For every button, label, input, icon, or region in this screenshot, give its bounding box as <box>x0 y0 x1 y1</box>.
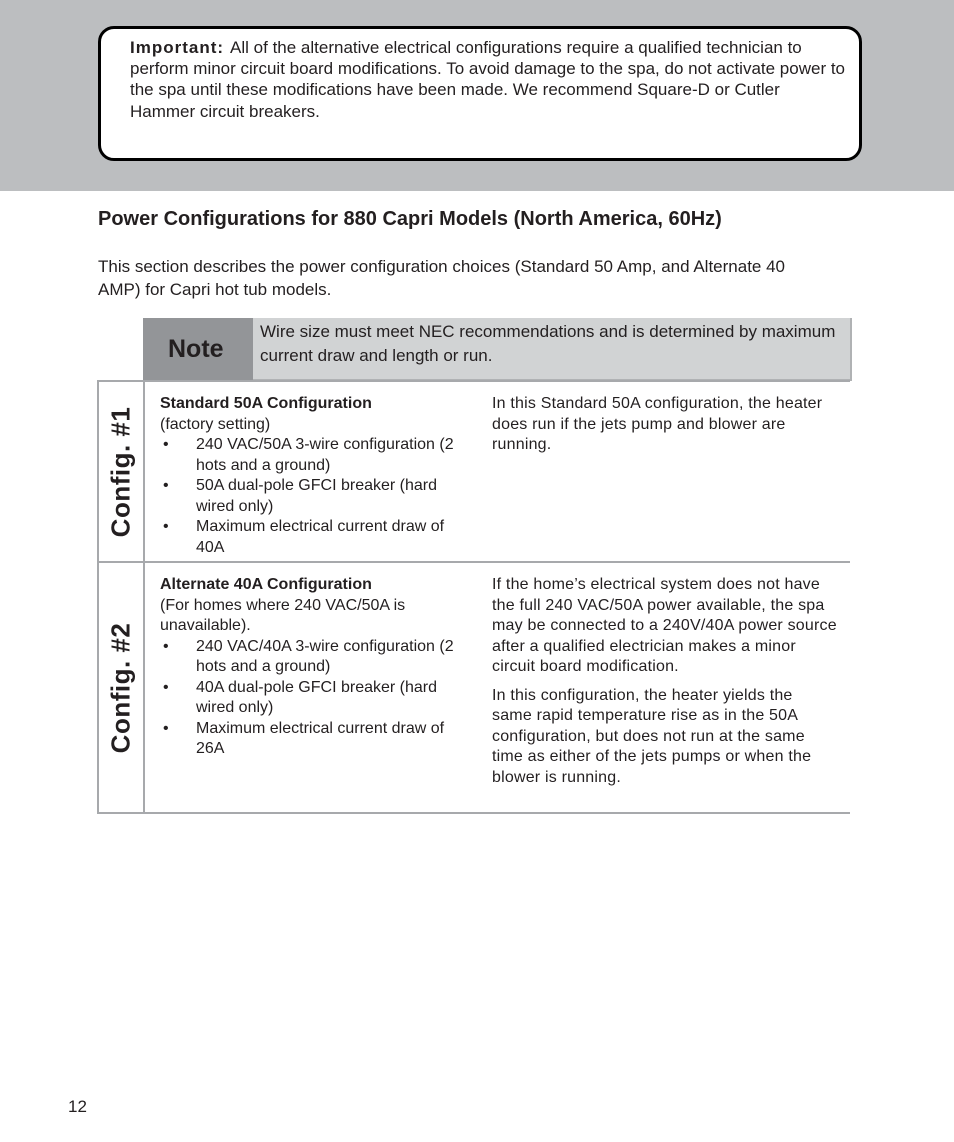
config-side-tab <box>99 563 145 812</box>
note-box <box>143 318 852 381</box>
note-label: Note <box>143 318 253 381</box>
config-row-2 <box>97 561 850 814</box>
important-text: All of the alternative electrical configurations require a qualified technician to perform minor circuit board modifications. To avoid damage to the spa, do not activate power to the spa until these modifications have been made. We recommend Square-D or Cutler Hammer circuit breakers. <box>130 38 846 121</box>
config-side-label: Config. #2 <box>105 622 136 753</box>
config-row-1 <box>97 380 850 563</box>
header-band <box>0 0 954 191</box>
config-subtitle: (factory setting) <box>160 415 271 433</box>
config-bullet: • Maximum electrical current draw of 26A <box>160 719 470 760</box>
config-description-column <box>492 575 837 796</box>
section-heading: Power Configurations for 880 Capri Models (North America, 60Hz) <box>98 208 722 230</box>
note-text: Wire size must meet NEC recommendations and is determined by maximum current draw and length or run. <box>260 322 836 365</box>
config-spec-column <box>160 394 470 558</box>
config-description: In this configuration, the heater yields the same rapid temperature rise as in the 50A configuration, but does not run at the same time as either of the jets pumps or when the blower is running. <box>492 686 812 786</box>
page-number: 12 <box>68 1097 87 1116</box>
config-bullet: • 240 VAC/50A 3-wire configuration (2 hots and a ground) <box>160 435 470 476</box>
config-spec-column <box>160 575 470 760</box>
config-title: Alternate 40A Configuration <box>160 576 372 593</box>
config-description: If the home’s electrical system does not have the full 240 VAC/50A power available, the spa may be connected to a 240V/40A power source after a qualified electrician makes a minor circuit board modification. <box>492 576 837 675</box>
config-bullet: • 240 VAC/40A 3-wire configuration (2 hots and a ground) <box>160 637 470 678</box>
config-bullet-list <box>160 637 470 760</box>
config-bullet: • 50A dual-pole GFCI breaker (hard wired only) <box>160 476 470 517</box>
config-description-column <box>492 394 837 464</box>
config-side-tab <box>99 382 145 561</box>
config-description: In this Standard 50A configuration, the heater does run if the jets pump and blower are running. <box>492 395 823 453</box>
config-bullet: • 40A dual-pole GFCI breaker (hard wired only) <box>160 678 470 719</box>
config-subtitle: (For homes where 240 VAC/50A is unavailable). <box>160 596 406 634</box>
important-label: Important: <box>130 38 225 57</box>
config-bullet-list <box>160 435 470 558</box>
config-side-label: Config. #1 <box>105 406 136 537</box>
intro-paragraph: This section describes the power configuration choices (Standard 50 Amp, and Alternate 40 AMP) for Capri hot tub models. <box>98 257 786 299</box>
important-callout <box>98 26 862 161</box>
config-bullet: • Maximum electrical current draw of 40A <box>160 517 470 558</box>
config-title: Standard 50A Configuration <box>160 395 372 412</box>
